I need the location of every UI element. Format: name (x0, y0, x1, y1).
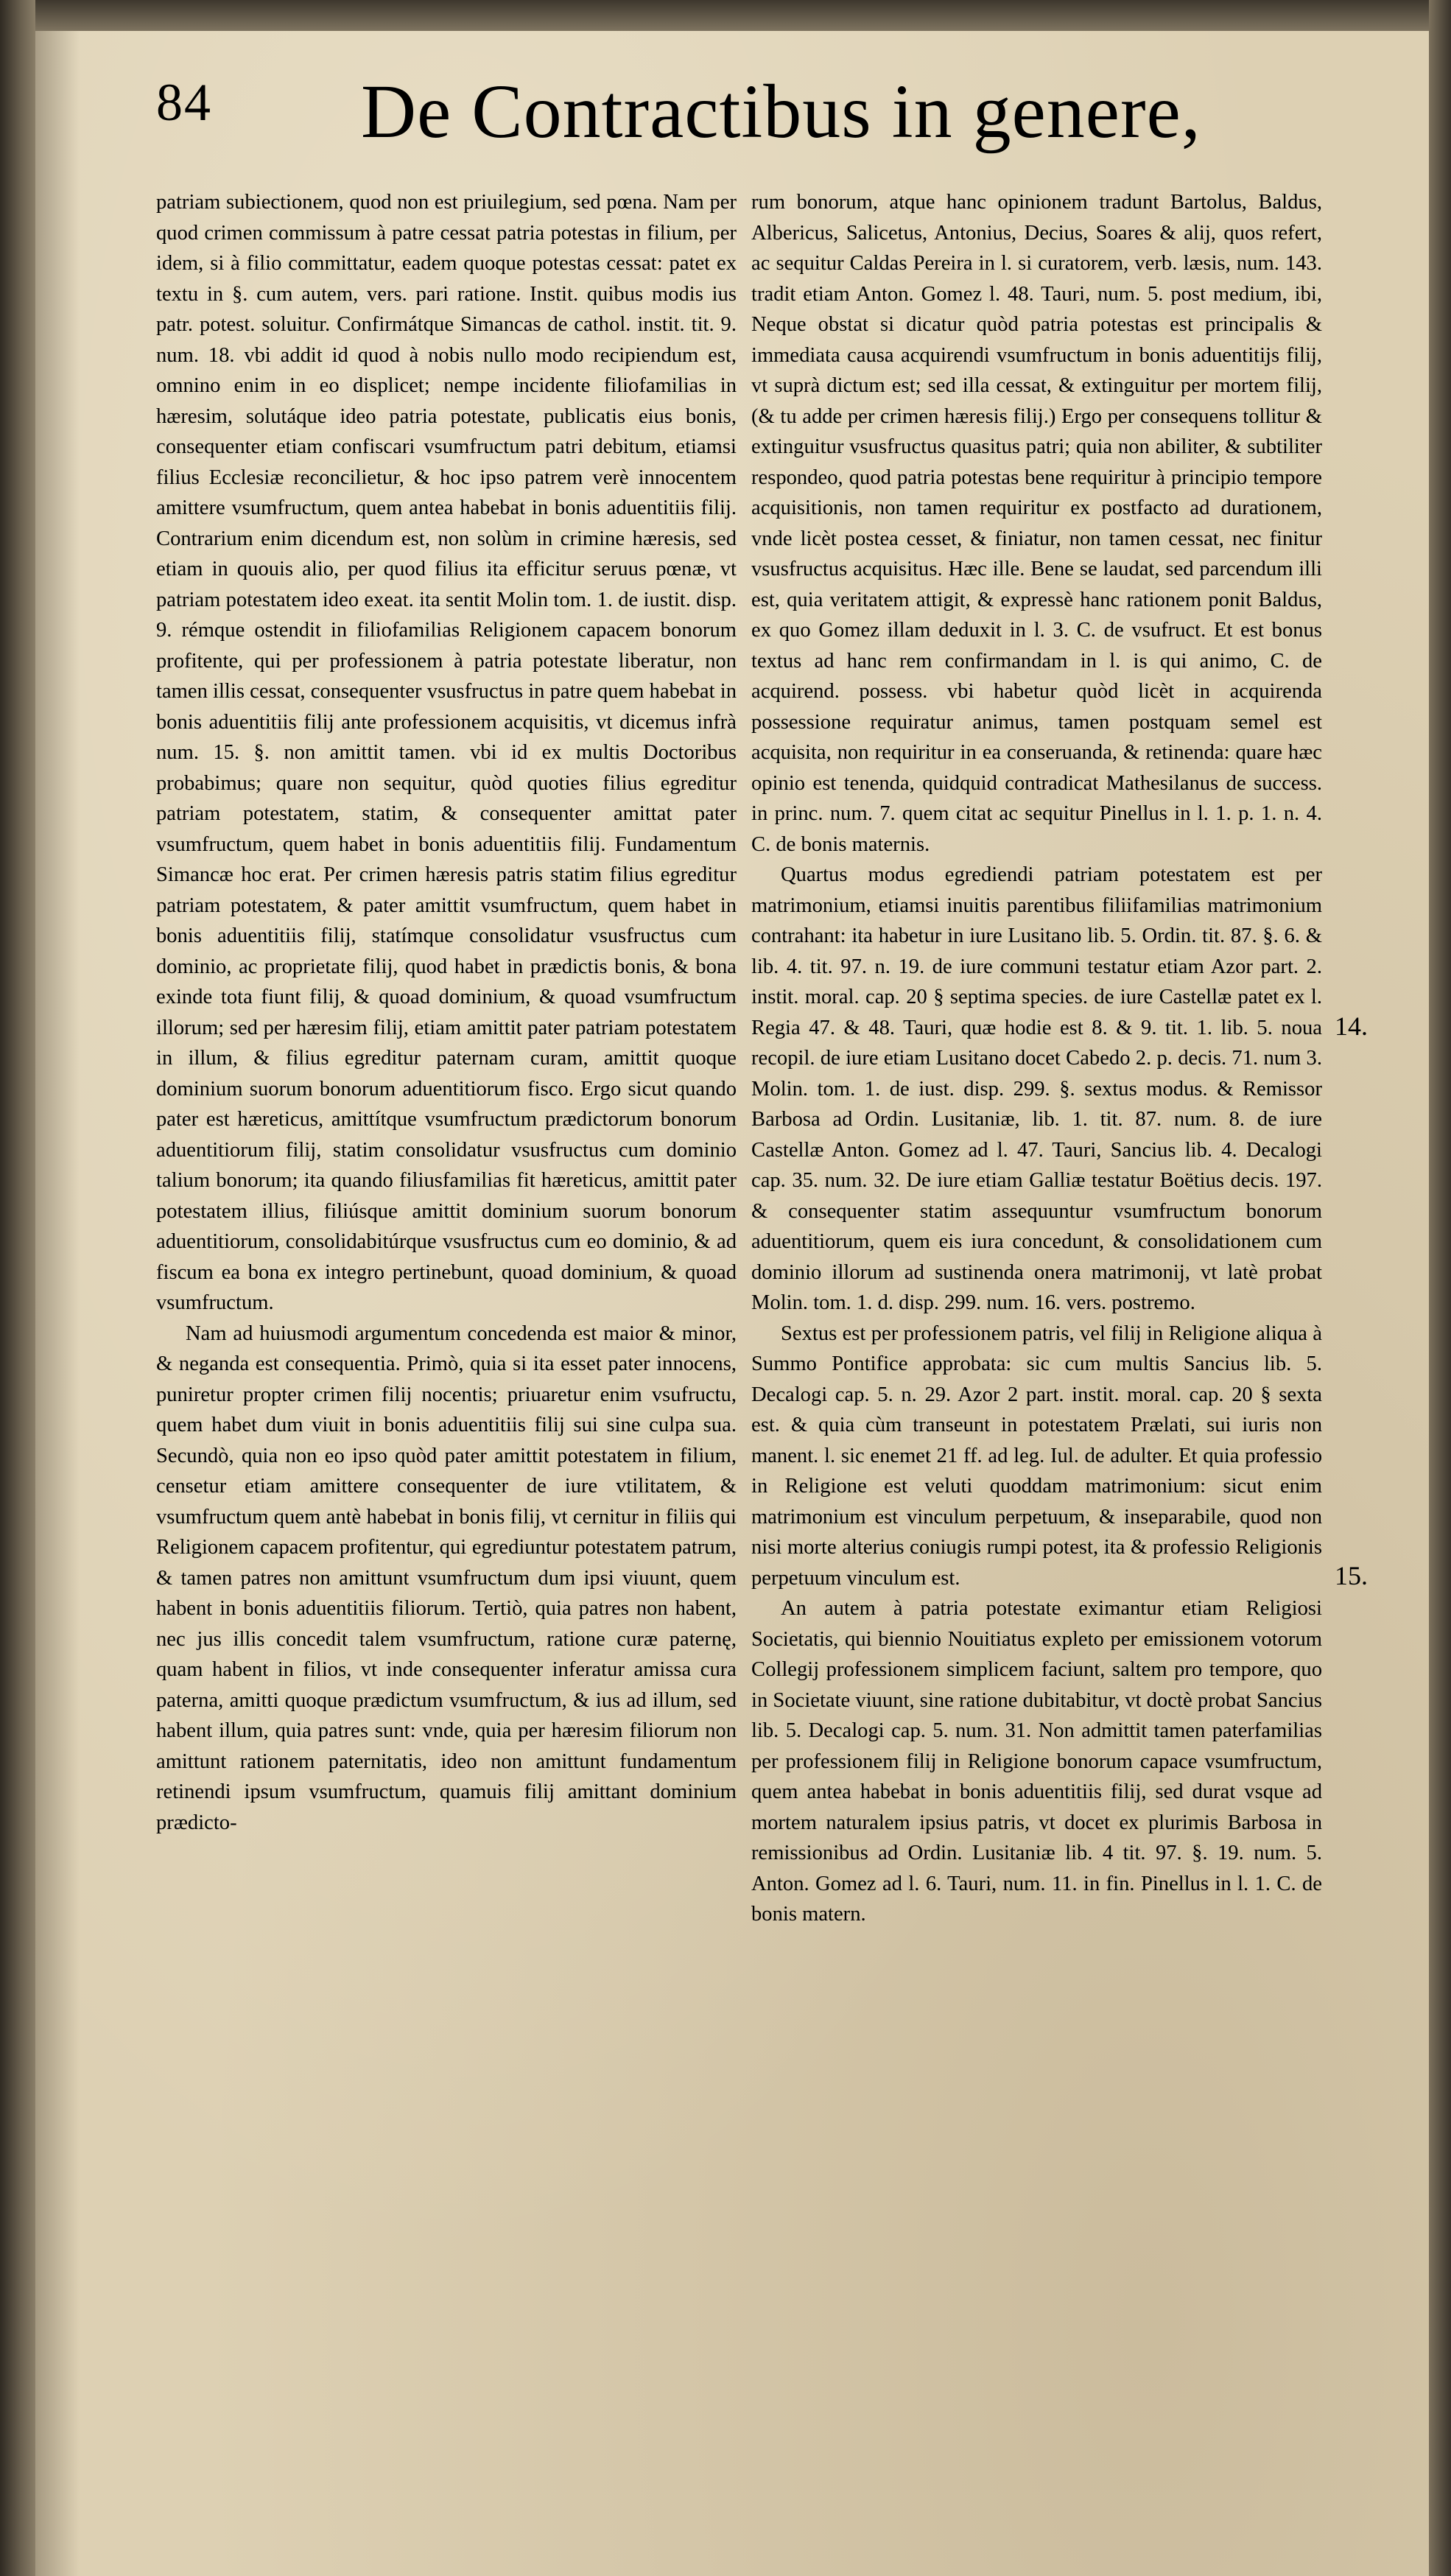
paragraph: An autem à patria potestate eximantur etiam Religiosi Societatis, qui biennio Nouitiatus expleto per emissionem votorum Collegij professionem simplicem faciunt, saltem pro tempore, quo in Societate viuunt, sine ratione dubitabitur, vt doctè probat Sancius lib. 5. Decalogi cap. 5. num. 31. Non admittit tamen paterfamilias per professionem filij in Religione bonorum capace vsumfructum, quem antea habebat in bonis aduentitiis filij, sed durat vsque ad mortem naturalem ipsius patris, vt docet ex plurimis Barbosa in remissionibus ad Ordin. Lusitaniæ lib. 4 tit. 97. §. 19. num. 5. Anton. Gomez ad l. 6. Tauri, num. 11. in fin. Pinellus in l. 1. C. de bonis matern. (751, 1597, 1322, 1926)
page-number: 84 (156, 73, 212, 132)
paragraph: patriam subiectionem, quod non est priuilegium, sed pœna. Nam per quod crimen commissum à patre cessat patria potestas in filium, per idem, si à filio committatur, eadem quoque potestas cessat: patet ex textu in §. cum autem, vers. pari ratione. Instit. quibus modis ius patr. potest. soluitur. Confirmátque Simancas de cathol. instit. tit. 9. num. 18. vbi addit id quod à nobis nullo modo recipiendum est, omnino enim in eo displicet; nempe incidente filiofamilias in hæresim, solutáque ideo patria potestate, publicatis eius bonis, consequenter etiam confiscari vsumfructum patri debitum, etiamsi filius Ecclesiæ reconcilietur, & hoc ipso patrem verè innocentem amittere vsumfructum, quem antea habebat in bonis aduentitiis filij. Contrarium enim dicendum est, non solùm in crimine hæresis, sed etiam in quouis alio, per quod filius ita efficitur seruus pœnæ, vt patriam potestatem ideo exeat. ita sentit Molin tom. 1. de iustit. disp. 9. rémque ostendit in filiofamilias Religionem capacem bonorum profitente, qui per professionem à patria potestate liberatur, non tamen illis cessat, consequenter vsusfructus in patre quem habebat in bonis aduentitiis filij ante professionem acquisitis, vt dicemus infrà num. 15. §. non amittit tamen. vbi id ex multis Doctoribus probabimus; quare non sequitur, quòd quoties filius egreditur patriam potestatem, statim, & consequenter amittat pater vsumfructum, quem habet in bonis aduentitiis filij. Fundamentum Simancæ hoc erat. Per crimen hæresis patris statim filius egreditur patriam potestatem, & pater amittit vsumfructum, quem habet in bonis aduentitiis filij, statímque consolidatur vsusfructus cum dominio, ac proprietate filij, quod habet in prædictis bonis, & bona exinde tota fiunt filij, & quoad dominium, & quoad vsumfructum illorum; sed per hæresim filij, etiam amittit pater patriam potestatem in illum, & filius egreditur paternam curam, amittit quoque dominium suorum bonorum aduentitiorum fisco. Ergo sicut quando pater est hæreticus, amittítque vsumfructum prædictorum bonorum aduentitiorum filij, statim consolidatur vsusfructus cum dominio talium bonorum; ita quando filiusfamilias fit hæreticus, amittit pater potestatem illius, filiúsque amittit dominium suorum bonorum aduentitiorum, consolidabitúrque vsusfructus cum eo dominio, & ad fiscum ea bona ex integro pertinebunt, quoad dominium, & quoad vsumfructum. (156, 191, 737, 1314)
margin-number-15: 15. (1335, 1561, 1368, 1590)
paragraph: Quartus modus egrediendi patriam potestatem est per matrimonium, etiamsi inuitis parentibus filiifamilias matrimonium contrahant: ita habetur in iure Lusitano lib. 5. Ordin. tit. 87. §. 6. & lib. 4. tit. 97. n. 19. de iure communi testatur etiam Azor part. 2. instit. moral. cap. 20 § septima species. de iure Castellæ patet ex l. Regia 47. & 48. Tauri, quæ hodie est 8. & 9. tit. 1. lib. 5. noua recopil. de iure etiam Lusitano docet Cabedo 2. p. decis. 71. num 3. Molin. tom. 1. de iust. disp. 299. §. sextus modus. & Remissor Barbosa ad Ordin. Lusitaniæ, lib. 1. tit. 87. num. 8. de iure Castellæ Anton. Gomez ad l. 47. Tauri, Sancius lib. 4. Decalogi cap. 35. num. 32. De iure etiam Galliæ testatur Boëtius decis. 197. & consequenter statim assequuntur vsumfructum bonorum aduentitiorum, quem eis iura concedunt, & consolidationem cum dominio illorum ad sustinenda onera matrimonij, vt latè probat Molin. tom. 1. d. disp. 299. num. 16. vers. postremo. (751, 863, 1322, 1314)
left-text-column (156, 187, 737, 1838)
right-text-column (751, 187, 1322, 1930)
scan-right-edge (1429, 0, 1451, 2576)
running-title: De Contractibus in genere, (361, 69, 1201, 154)
paragraph: Sextus est per professionem patris, vel filij in Religione aliqua à Summo Pontifice approbata: sic cum multis Sancius lib. 5. Decalogi cap. 5. n. 29. Azor 2 part. instit. moral. cap. 20 § sexta est. & quia cùm transeunt in potestatem Prælati, sui iuris non manent. l. sic enemet 21 ff. ad leg. Iul. de adulter. Et quia professio in Religione est veluti quoddam matrimonium: sicut enim matrimonium est vinculum perpetuum, & inseparabile, quod non nisi morte alterius coniugis rumpi potest, ita & professio Religionis perpetuum vinculum est. (751, 1322, 1322, 1590)
scan-top-edge (35, 0, 1429, 31)
margin-number-14: 14. (1335, 1011, 1368, 1041)
paragraph: rum bonorum, atque hanc opinionem tradunt Bartolus, Baldus, Albericus, Salicetus, Antonius, Decius, Soares & alij, quos refert, ac sequitur Caldas Pereira in l. si curatorem, verb. læsis, num. 143. tradit etiam Anton. Gomez l. 48. Tauri, num. 5. post medium, ibi, Neque obstat si dicatur quòd patria potestas est principalis & immediata causa acquirendi vsumfructum in bonis aduentitijs filij, vt suprà dictum est; sed illa cessat, & extinguitur per mortem filij, (& tu adde per crimen hæresis filij.) Ergo per consequens tollitur & extinguitur vsusfructus quasitus patri; quia non abiliter, & subtiliter respondeo, quod patria potestas bene requiritur à principio tempore acquisitionis, non tamen requiritur ex postfacto ad durationem, vnde licèt postea cesset, & finiatur, non tamen cessat, nec finitur vsusfructus acquisitus. Hæc ille. Bene se laudat, sed parcendum illi est, quia veritatem attigit, & expressè hanc rationem ponit Baldus, ex quo Gomez illam deduxit in l. 3. C. de vsufruct. Et est bonus textus ad hanc rem confirmandam in l. is qui animo, C. de acquirend. possess. vbi habetur quòd licèt in acquirenda possessione requiratur animus, tamen postquam semel est acquisita, non requiritur in ea conseruanda, & retinenda: quare hæc opinio est tenenda, quidquid contradicat Mathesilanus de success. in princ. num. 7. quem citat ac sequitur Pinellus in l. 1. p. 1. n. 4. C. de bonis maternis. (751, 191, 1322, 856)
scan-binding-edge (0, 0, 35, 2576)
paragraph: Nam ad huiusmodi argumentum concedenda est maior & minor, & neganda est consequentia. Primò, quia si ita esset pater innocens, puniretur propter crimen filij nocentis; priuaretur enim vsufructu, quem habet dum viuit in bonis aduentitiis filij sui sine culpa sua. Secundò, quia non eo ipso quòd pater amittit potestatem in filium, censetur etiam amittere consequenter de iure vtilitatem, & vsumfructum quem antè habebat in bonis filij, vt cernitur in filiis qui Religionem capacem profitentur, qui egrediuntur potestatem patrum, & tamen patres non amittunt vsumfructum dum ipsi viuunt, quem habent in bonis aduentitiis filiorum. Tertiò, quia patres non habent, nec jus illis concedit talem vsumfructum, ratione curæ paternę, quam habent in filios, vt inde consequenter inferatur amissa cura paterna, amitti quoque prædictum vsumfructum, & ius ad illum, sed habent illum, quia patres sunt: vnde, quia per hæresim filiorum non amittunt rationem paternitatis, ideo non amittunt fundamentum retinendi ipsum vsumfructum, quamuis filij amittant dominium prædicto- (156, 1322, 737, 1834)
gutter-shadow (35, 31, 80, 2576)
